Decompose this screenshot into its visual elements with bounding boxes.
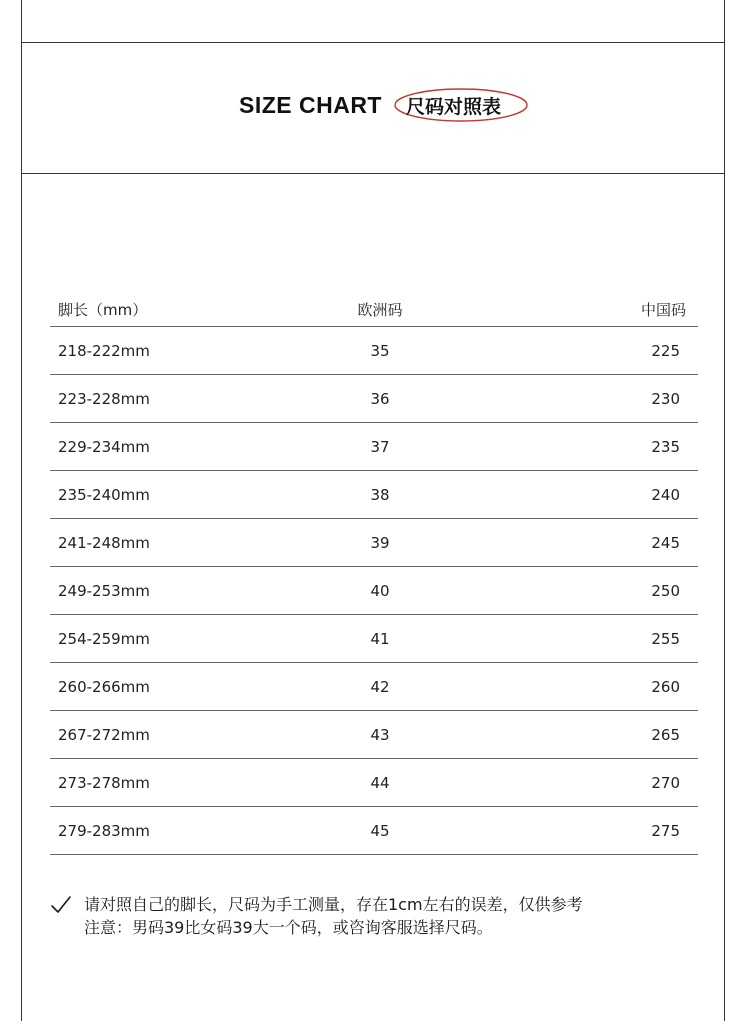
note-line-1 xyxy=(50,893,730,916)
size-table xyxy=(50,292,698,855)
header-foot-length: 脚长（mm） xyxy=(58,300,148,319)
eu-size-cell: 45 xyxy=(370,821,390,840)
eu-size-cell: 44 xyxy=(370,773,390,792)
header-cn-size: 中国码 xyxy=(640,300,686,319)
foot-length-cell: 249-253mm xyxy=(58,581,150,600)
table-row xyxy=(50,663,698,711)
foot-length-cell: 235-240mm xyxy=(58,485,150,504)
table-row xyxy=(50,471,698,519)
foot-length-cell: 273-278mm xyxy=(58,773,150,792)
table-row xyxy=(50,615,698,663)
note-text-2: 注意：男码39比女码39大一个码，或咨询客服选择尺码。 xyxy=(84,918,493,937)
cn-size-cell: 225 xyxy=(651,341,680,360)
title-band xyxy=(21,42,725,174)
title-row xyxy=(21,43,725,173)
title-english: SIZE CHART xyxy=(238,91,382,118)
note-text-1: 请对照自己的脚长，尺码为手工测量，存在1cm左右的误差，仅供参考 xyxy=(84,895,583,914)
eu-size-cell: 35 xyxy=(370,341,390,360)
cn-size-cell: 235 xyxy=(651,437,680,456)
cn-size-cell: 260 xyxy=(651,677,680,696)
note-line-2 xyxy=(50,916,730,939)
eu-size-cell: 43 xyxy=(370,725,390,744)
foot-length-cell: 241-248mm xyxy=(58,533,150,552)
header-eu-size: 欧洲码 xyxy=(357,300,403,319)
table-row xyxy=(50,567,698,615)
eu-size-cell: 41 xyxy=(370,629,390,648)
eu-size-cell: 36 xyxy=(370,389,390,408)
foot-length-cell: 218-222mm xyxy=(58,341,150,360)
eu-size-cell: 38 xyxy=(370,485,390,504)
cn-size-cell: 230 xyxy=(651,389,680,408)
table-header xyxy=(50,292,698,327)
cn-size-cell: 265 xyxy=(651,725,680,744)
table-row xyxy=(50,519,698,567)
title-chinese-wrap xyxy=(400,92,507,119)
checkmark-icon xyxy=(50,895,72,915)
eu-size-cell: 40 xyxy=(370,581,390,600)
notes-block xyxy=(50,893,730,939)
foot-length-cell: 260-266mm xyxy=(58,677,150,696)
foot-length-cell: 223-228mm xyxy=(58,389,150,408)
table-row xyxy=(50,327,698,375)
table-row xyxy=(50,759,698,807)
foot-length-cell: 267-272mm xyxy=(58,725,150,744)
eu-size-cell: 37 xyxy=(370,437,390,456)
cn-size-cell: 275 xyxy=(651,821,680,840)
eu-size-cell: 42 xyxy=(370,677,390,696)
table-row xyxy=(50,375,698,423)
foot-length-cell: 229-234mm xyxy=(58,437,150,456)
title-chinese: 尺码对照表 xyxy=(405,95,501,118)
table-row xyxy=(50,807,698,855)
table-row xyxy=(50,711,698,759)
foot-length-cell: 279-283mm xyxy=(58,821,150,840)
table-row xyxy=(50,423,698,471)
cn-size-cell: 250 xyxy=(651,581,680,600)
cn-size-cell: 240 xyxy=(651,485,680,504)
cn-size-cell: 255 xyxy=(651,629,680,648)
eu-size-cell: 39 xyxy=(370,533,390,552)
cn-size-cell: 270 xyxy=(651,773,680,792)
cn-size-cell: 245 xyxy=(651,533,680,552)
foot-length-cell: 254-259mm xyxy=(58,629,150,648)
